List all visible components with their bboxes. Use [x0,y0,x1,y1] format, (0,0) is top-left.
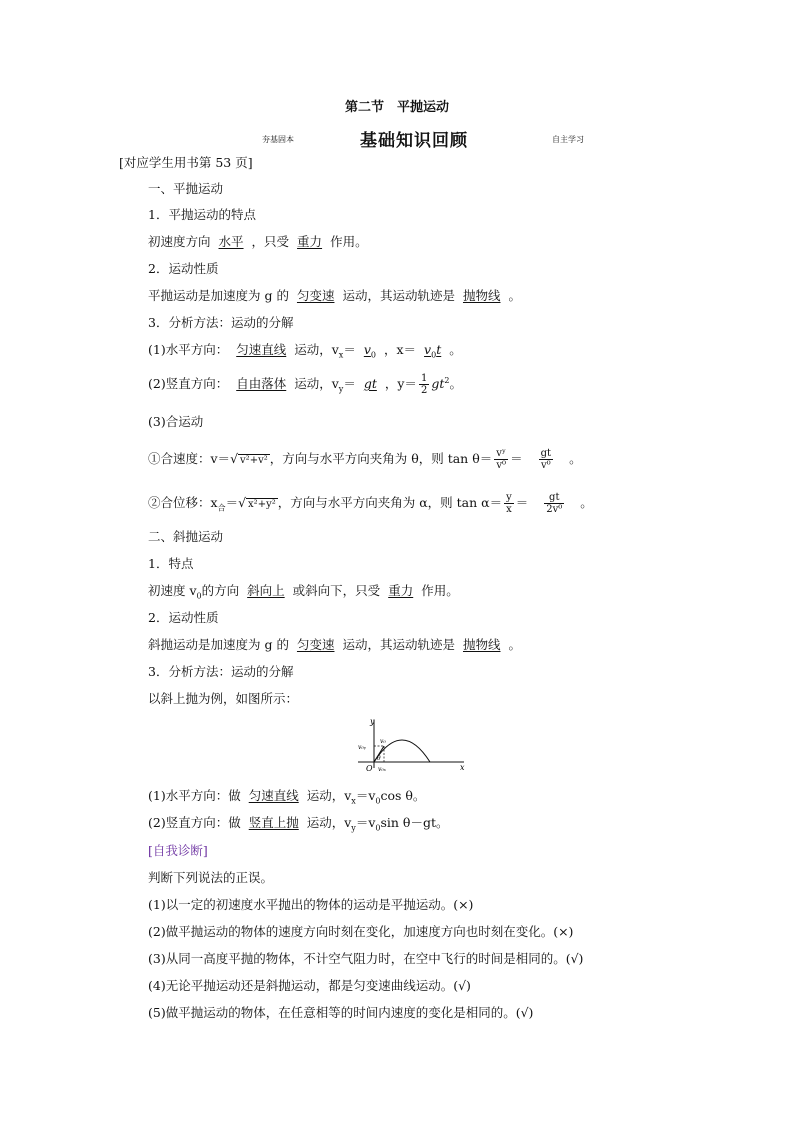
section-banner [250,126,620,150]
diagnosis-item: (1)以一定的初速度水平抛出的物体的运动是平抛运动。(×) [148,897,474,912]
answer-blank: 匀变速 [296,288,335,303]
subscript: 合 [217,503,226,513]
text: (2)竖直方向：做 [148,815,241,830]
answer-blank [416,342,449,360]
superscript: 2 [444,376,450,385]
text: ＝ [343,342,356,357]
text: 斜抛运动是加速度为 g 的 [148,637,289,652]
denominator: x [506,504,512,515]
text: ＝ [225,495,239,510]
paragraph-features [148,234,368,250]
text: 或斜向下，只受 [292,583,381,598]
oblique-projectile-figure [352,716,472,778]
sqrt-expression: v²+v² [240,455,268,466]
fraction [504,492,514,515]
text: 的方向 [201,583,240,598]
subheading-method: 3．分析方法：运动的分解 [148,315,294,330]
axis-label-y: y [370,717,375,726]
text: cos θ。 [380,788,426,803]
diagnosis-item: (4)无论平抛运动还是斜抛运动，都是匀变速曲线运动。(√) [148,978,471,993]
denominator: 2v⁰ [546,504,563,515]
text: 运动，其运动轨迹是 [342,637,455,652]
answer-blank: 匀速直线 [248,788,299,803]
answer-blank: 斜向上 [247,583,285,598]
text: 运动，v [306,815,352,830]
origin-label: O [366,764,373,773]
banner-left-tag: 夯基固本 [262,135,294,144]
paragraph-combined-velocity: ①合速度：v＝√ v²+v² ，方向与水平方向夹角为 θ，则 tan θ＝ $\frac{\text{vʸ}}{\text{v⁰}}$ ＝ $\frac{gt}{\text{v⁰}}$ 。 [148,448,582,471]
text: gt [363,376,377,392]
text: 初速度方向 [148,234,211,249]
subheading-combined: (3)合运动 [148,414,204,429]
paragraph-oblique-vertical [148,815,448,837]
heading-oblique: 二、斜抛运动 [148,529,224,544]
text: 作用。 [421,583,459,598]
answer-blank: 匀变速 [296,637,335,652]
subheading-oblique-nature: 2．运动性质 [148,610,219,625]
subscript: y [351,823,356,833]
paragraph-oblique-horizontal [148,788,425,810]
text: 。 [580,495,593,510]
fraction [539,448,553,471]
text: 运动，其运动轨迹是 [342,288,455,303]
numerator: vʸ [496,448,507,459]
self-diagnosis-tag: [自我诊断] [148,843,208,858]
text: ①合速度：v＝ [148,451,231,466]
text: 初速度 v [148,583,197,598]
axis-label-x: x [460,763,465,772]
text: (1)水平方向：做 [148,788,241,803]
fraction [544,492,564,515]
banner-heading: 基础知识回顾 [360,131,468,151]
answer-blank: 自由落体 [236,376,287,392]
answer-blank [356,342,384,360]
text: t [436,342,442,357]
banner-right-tag: 自主学习 [552,135,584,144]
text: (2)竖直方向： [148,376,229,392]
subscript: x [338,350,344,360]
subscript: x [351,796,356,806]
answer-blank: 抛物线 [462,637,501,652]
paragraph-horizontal [148,342,462,364]
subscript: 0 [196,591,202,601]
paragraph-nature [148,288,521,304]
text: ②合位移：x [148,495,218,510]
subscript: 0 [370,350,376,360]
subheading-nature: 2．运动性质 [148,261,219,276]
answer-blank: 匀速直线 [236,342,287,357]
text: ＝v [355,788,376,803]
text: 运动，v [306,788,352,803]
text: ，只受 [251,234,290,249]
text: ，方向与水平方向夹角为 α，则 tan α＝ [277,495,503,510]
text: 作用。 [330,234,368,249]
sqrt-expression: x²+y² [248,499,276,510]
text: v [363,342,371,357]
paragraph-oblique-features [148,583,459,605]
diagnosis-item: (5)做平抛运动的物体，在任意相等的时间内速度的变化是相同的。(√) [148,1005,534,1020]
theta-label: θ [377,755,381,762]
text: ，x＝ [383,342,417,357]
text: ＝ [510,451,523,466]
text: 。 [449,376,462,392]
diagnosis-intro: 判断下列说法的正误。 [148,870,274,885]
text: 。 [508,637,522,652]
answer-blank: 抛物线 [462,288,501,303]
text: v [424,342,432,357]
text: ，方向与水平方向夹角为 θ，则 tan θ＝ [269,451,493,466]
subscript: 0 [431,350,437,360]
text: 平抛运动是加速度为 g 的 [148,288,289,303]
fraction [494,448,508,471]
section-title: 第二节 平抛运动 [344,100,449,115]
answer-blank: 竖直上抛 [248,815,299,830]
text: 。 [449,342,462,357]
paragraph-oblique-intro: 以斜上抛为例，如图所示： [148,691,299,706]
paragraph-oblique-nature [148,637,521,653]
subscript: y [338,384,344,394]
subscript: 0 [375,823,381,833]
v0y-label: v₀ᵧ [358,744,367,751]
numerator: gt [540,448,552,459]
text: 。 [508,288,522,303]
diagnosis-item: (3)从同一高度平抛的物体，不计空气阻力时，在空中飞行的时间是相同的。(√) [148,951,584,966]
text: ＝ [343,376,356,392]
fraction [419,373,429,396]
numerator: 1 [420,373,428,385]
text: gt [431,376,445,392]
numerator: gt [544,492,564,504]
subheading-oblique-method: 3．分析方法：运动的分解 [148,664,294,679]
text: ＝v [355,815,376,830]
text: (1)水平方向： [148,342,229,357]
numerator: y [506,492,512,503]
text: ，y＝ [384,376,417,392]
diagnosis-item: (2)做平抛运动的物体的速度方向时刻在变化，加速度方向也时刻在变化。(×) [148,924,574,939]
text: 运动，v [294,376,339,392]
v0-label: v₀ [380,738,386,745]
denominator: v⁰ [541,460,551,471]
subheading-oblique-features: 1．特点 [148,556,194,571]
heading-projectile: 一、平抛运动 [148,181,224,196]
text: 。 [569,451,582,466]
subheading-features: 1．平抛运动的特点 [148,207,256,222]
denominator: v⁰ [496,460,507,471]
paragraph-combined-displacement: ②合位移：$x_合=√$ x²+y² ，方向与水平方向夹角为 α，则 tan α＝ $\frac{y}{x}$ ＝ $\frac{gt}{\text{2v⁰}}$ 。 [148,492,593,515]
answer-blank: 水平 [218,234,244,249]
text: 运动，v [294,342,339,357]
paragraph-vertical [148,373,462,398]
v0x-label: v₀ₓ [378,766,386,773]
subscript: 0 [375,796,381,806]
denominator: 2 [420,385,428,397]
answer-blank [356,376,385,391]
book-reference: [对应学生用书第 53 页] [119,155,253,170]
text: sin θ－gt。 [380,815,449,830]
answer-blank: 重力 [297,234,323,249]
text: ＝ [515,495,529,510]
answer-blank: 重力 [388,583,414,598]
